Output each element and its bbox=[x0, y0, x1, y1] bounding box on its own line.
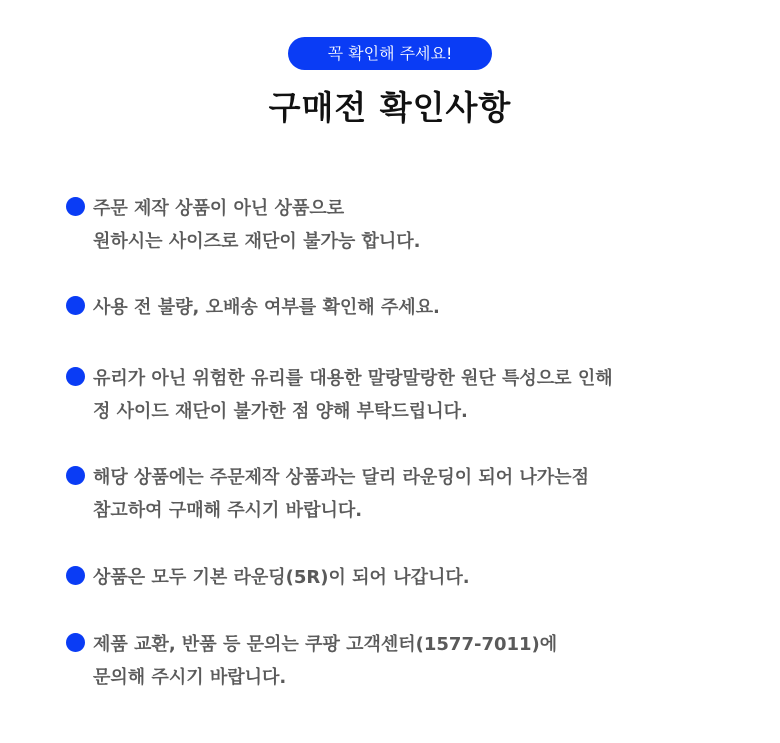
bullet-dot-icon bbox=[66, 296, 85, 315]
notice-line: 유리가 아닌 위험한 유리를 대용한 말랑말랑한 원단 특성으로 인해 bbox=[93, 368, 613, 389]
notice-item bbox=[66, 561, 726, 594]
notice-line: 제품 교환, 반품 등 문의는 쿠팡 고객센터(1577-7011)에 bbox=[93, 634, 558, 655]
notice-line: 상품은 모두 기본 라운딩(5R)이 되어 나갑니다. bbox=[93, 567, 470, 588]
bullet-dot-icon bbox=[66, 633, 85, 652]
notice-line: 사용 전 불량, 오배송 여부를 확인해 주세요. bbox=[93, 297, 440, 318]
notice-line: 참고하여 구매해 주시기 바랍니다. bbox=[93, 500, 363, 521]
notice-item bbox=[66, 362, 726, 428]
notice-item bbox=[66, 291, 726, 324]
notice-badge: 꼭 확인해 주세요! bbox=[288, 37, 492, 70]
notice-item bbox=[66, 192, 726, 258]
bullet-dot-icon bbox=[66, 466, 85, 485]
bullet-dot-icon bbox=[66, 367, 85, 386]
notice-item bbox=[66, 461, 726, 527]
bullet-dot-icon bbox=[66, 566, 85, 585]
notice-line: 주문 제작 상품이 아닌 상품으로 bbox=[93, 198, 345, 219]
notice-line: 원하시는 사이즈로 재단이 불가능 합니다. bbox=[93, 231, 421, 252]
notice-line: 해당 상품에는 주문제작 상품과는 달리 라운딩이 되어 나가는점 bbox=[93, 467, 589, 488]
page-title: 구매전 확인사항 bbox=[268, 88, 512, 127]
notice-item bbox=[66, 628, 726, 694]
notice-line: 정 사이드 재단이 불가한 점 양해 부탁드립니다. bbox=[93, 401, 468, 422]
bullet-dot-icon bbox=[66, 197, 85, 216]
notice-line: 문의해 주시기 바랍니다. bbox=[93, 667, 287, 688]
